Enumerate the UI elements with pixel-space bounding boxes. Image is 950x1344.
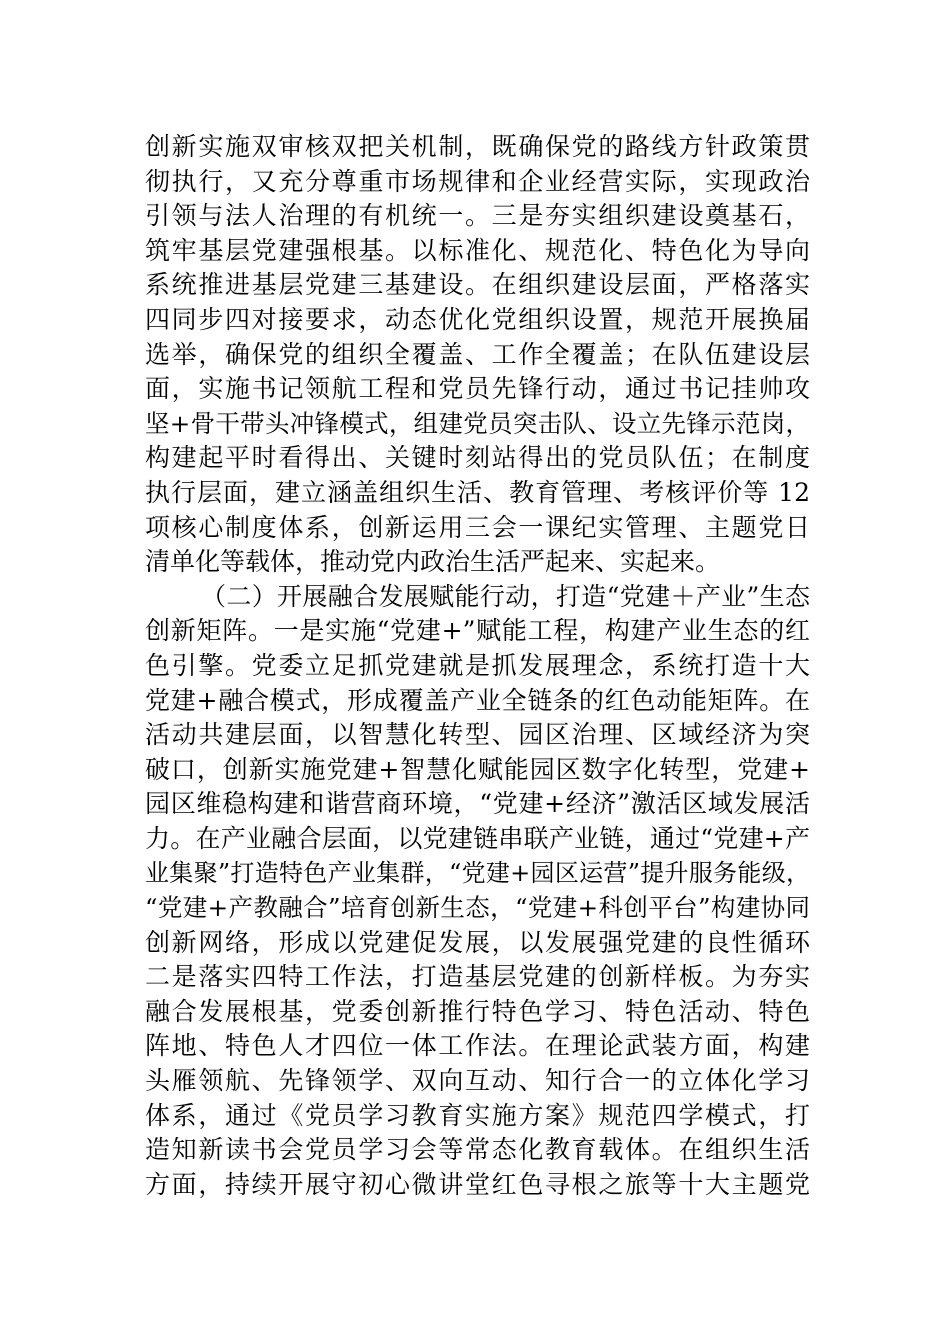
- text-line: 体系，通过《党员学习教育实施方案》规范四学模式，打: [145, 1100, 810, 1130]
- text-line: 创新网络，形成以党建促发展，以发展强党建的良性循环: [145, 927, 810, 957]
- text-line: 方面，持续开展守初心微讲堂红色寻根之旅等十大主题党: [145, 1169, 810, 1199]
- text-line: 造知新读书会党员学习会等常态化教育载体。在组织生活: [145, 1135, 810, 1165]
- text-line: 面，实施书记领航工程和党员先锋行动，通过书记挂帅攻: [145, 374, 810, 404]
- text-line: 创新实施双审核双把关机制，既确保党的路线方针政策贯: [145, 132, 810, 161]
- text-line: 项核心制度体系，创新运用三会一课纪实管理、主题党日: [145, 512, 810, 542]
- text-line: 系统推进基层党建三基建设。在组织建设层面，严格落实: [145, 270, 810, 300]
- paragraph-last-line: 清单化等载体，推动党内政治生活严起来、实起来。: [145, 547, 721, 577]
- text-line: 头雁领航、先锋领学、双向互动、知行合一的立体化学习: [145, 1066, 810, 1096]
- text-line: 党建+融合模式，形成覆盖产业全链条的红色动能矩阵。在: [145, 685, 810, 715]
- text-line: 园区维稳构建和谐营商环境，“党建+经济”激活区域发展活: [145, 789, 810, 819]
- text-line: 筑牢基层党建强根基。以标准化、规范化、特色化为导向: [145, 235, 810, 265]
- text-line: 执行层面，建立涵盖组织生活、教育管理、考核评价等 12: [145, 477, 810, 507]
- text-line: 坚+骨干带头冲锋模式，组建党员突击队、设立先锋示范岗，: [145, 408, 810, 438]
- text-line: 破口，创新实施党建+智慧化赋能园区数字化转型，党建+: [145, 754, 810, 784]
- text-line: 力。在产业融合层面，以党建链串联产业链，通过“党建+产: [145, 823, 810, 853]
- text-line: 阵地、特色人才四位一体工作法。在理论武装方面，构建: [145, 1031, 810, 1061]
- paragraph-first-line: （二）开展融合发展赋能行动，打造“党建＋产业”生态: [201, 581, 810, 611]
- text-line: 活动共建层面，以智慧化转型、园区治理、区域经济为突: [145, 720, 810, 750]
- text-line: 业集聚”打造特色产业集群，“党建+园区运营”提升服务能级，: [145, 859, 810, 888]
- text-line: 构建起平时看得出、关键时刻站得出的党员队伍；在制度: [145, 443, 810, 473]
- document-body: [145, 130, 810, 1202]
- text-line: 色引擎。党委立足抓党建就是抓发展理念，系统打造十大: [145, 650, 810, 680]
- text-line: 彻执行，又充分尊重市场规律和企业经营实际，实现政治: [145, 166, 810, 196]
- text-line: 引领与法人治理的有机统一。三是夯实组织建设奠基石，: [145, 201, 810, 231]
- text-line: 创新矩阵。一是实施“党建+”赋能工程，构建产业生态的红: [145, 616, 810, 646]
- text-line: 四同步四对接要求，动态优化党组织设置，规范开展换届: [145, 304, 810, 334]
- text-line: 二是落实四特工作法，打造基层党建的创新样板。为夯实: [145, 962, 810, 992]
- text-line: 选举，确保党的组织全覆盖、工作全覆盖；在队伍建设层: [145, 339, 810, 369]
- text-line: 融合发展根基，党委创新推行特色学习、特色活动、特色: [145, 996, 810, 1026]
- text-line: “党建+产教融合”培育创新生态，“党建+科创平台”构建协同: [145, 893, 810, 923]
